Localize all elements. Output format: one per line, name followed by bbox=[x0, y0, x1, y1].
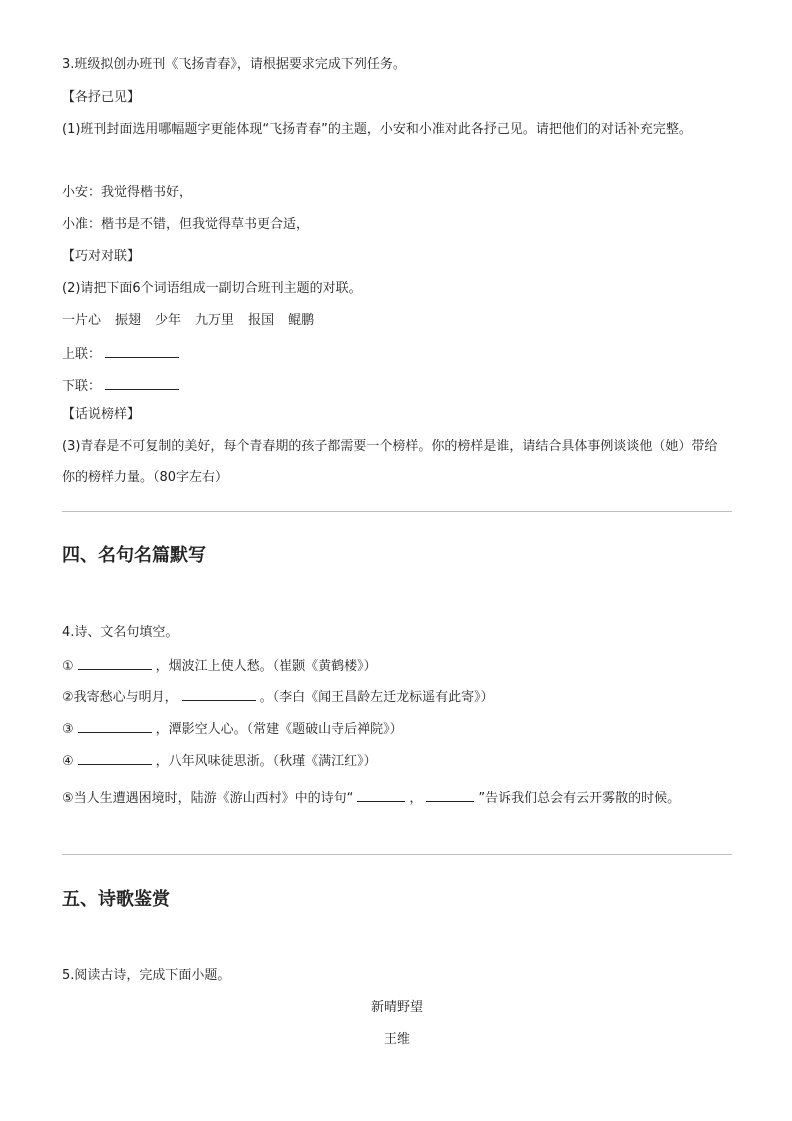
q5-intro: 5.阅读古诗，完成下面小题。 bbox=[62, 968, 231, 983]
word-item: 鲲鹏 bbox=[288, 313, 315, 328]
q3-subquestion-3: (3)青春是不可复制的美好，每个青春期的孩子都需要一个榜样。你的榜样是谁，请结合具体事例谈谈他（她）带给你的榜样力量。（80字左右） bbox=[62, 439, 718, 485]
section5-heading: 五、诗歌鉴赏 bbox=[62, 889, 170, 910]
word-item: 九万里 bbox=[195, 313, 235, 328]
upper-couplet-label: 上联： bbox=[62, 347, 102, 362]
q3-word-list bbox=[62, 312, 328, 330]
upper-couplet-blank[interactable] bbox=[105, 344, 179, 358]
q4-blank-3[interactable] bbox=[78, 719, 152, 733]
lower-couplet-label: 下联： bbox=[62, 379, 102, 394]
section-divider bbox=[62, 511, 732, 512]
q4-item-3: ③ ，潭影空人心。（常建《题破山寺后禅院》） bbox=[62, 719, 403, 739]
q4-blank-5b[interactable] bbox=[426, 788, 474, 802]
q4-blank-4[interactable] bbox=[78, 751, 152, 765]
q3-xiaozhun-line: 小准：楷书是不错，但我觉得草书更合适， bbox=[62, 217, 310, 232]
q3-tag-couplet: 【巧对对联】 bbox=[62, 249, 141, 264]
word-item: 报国 bbox=[248, 313, 275, 328]
poem-author: 王维 bbox=[383, 1032, 410, 1047]
q3-subquestion-2: (2)请把下面6个词语组成一副切合班刊主题的对联。 bbox=[62, 281, 362, 296]
word-item: 振翅 bbox=[115, 313, 142, 328]
q4-item-5: ⑤当人生遭遇困境时，陆游《游山西村》中的诗句“ ， ”告诉我们总会有云开雾散的时候。 bbox=[62, 783, 730, 814]
q3-subquestion-1: (1)班刊封面选用哪幅题字更能体现“飞扬青春”的主题，小安和小准对此各抒己见。请把他们的对话补充完整。 bbox=[62, 122, 692, 137]
section4-heading: 四、名句名篇默写 bbox=[62, 545, 206, 566]
section-divider bbox=[62, 854, 732, 855]
upper-couplet-line bbox=[62, 344, 183, 364]
q3-intro: 3.班级拟创办班刊《飞扬青春》，请根据要求完成下列任务。 bbox=[62, 57, 406, 72]
q3-tag-role-model: 【话说榜样】 bbox=[62, 407, 141, 422]
q4-item-1: ① ，烟波江上使人愁。（崔颢《黄鹤楼》） bbox=[62, 656, 377, 676]
q3-xiaoan-line: 小安：我觉得楷书好， bbox=[62, 185, 193, 200]
q4-blank-5a[interactable] bbox=[357, 788, 405, 802]
q4-blank-1[interactable] bbox=[78, 656, 152, 670]
q3-tag-opinions: 【各抒己见】 bbox=[62, 90, 141, 105]
lower-couplet-blank[interactable] bbox=[105, 376, 179, 390]
q4-blank-2[interactable] bbox=[182, 687, 256, 701]
q4-intro: 4.诗、文名句填空。 bbox=[62, 625, 179, 640]
lower-couplet-line bbox=[62, 376, 183, 396]
word-item: 少年 bbox=[155, 313, 182, 328]
q4-item-4: ④ ，八年风味徒思浙。（秋瑾《满江红》） bbox=[62, 751, 377, 771]
poem-title: 新晴野望 bbox=[370, 1000, 423, 1015]
q4-item-2: ②我寄愁心与明月， 。（李白《闻王昌龄左迁龙标遥有此寄》） bbox=[62, 687, 494, 707]
word-item: 一片心 bbox=[62, 313, 102, 328]
